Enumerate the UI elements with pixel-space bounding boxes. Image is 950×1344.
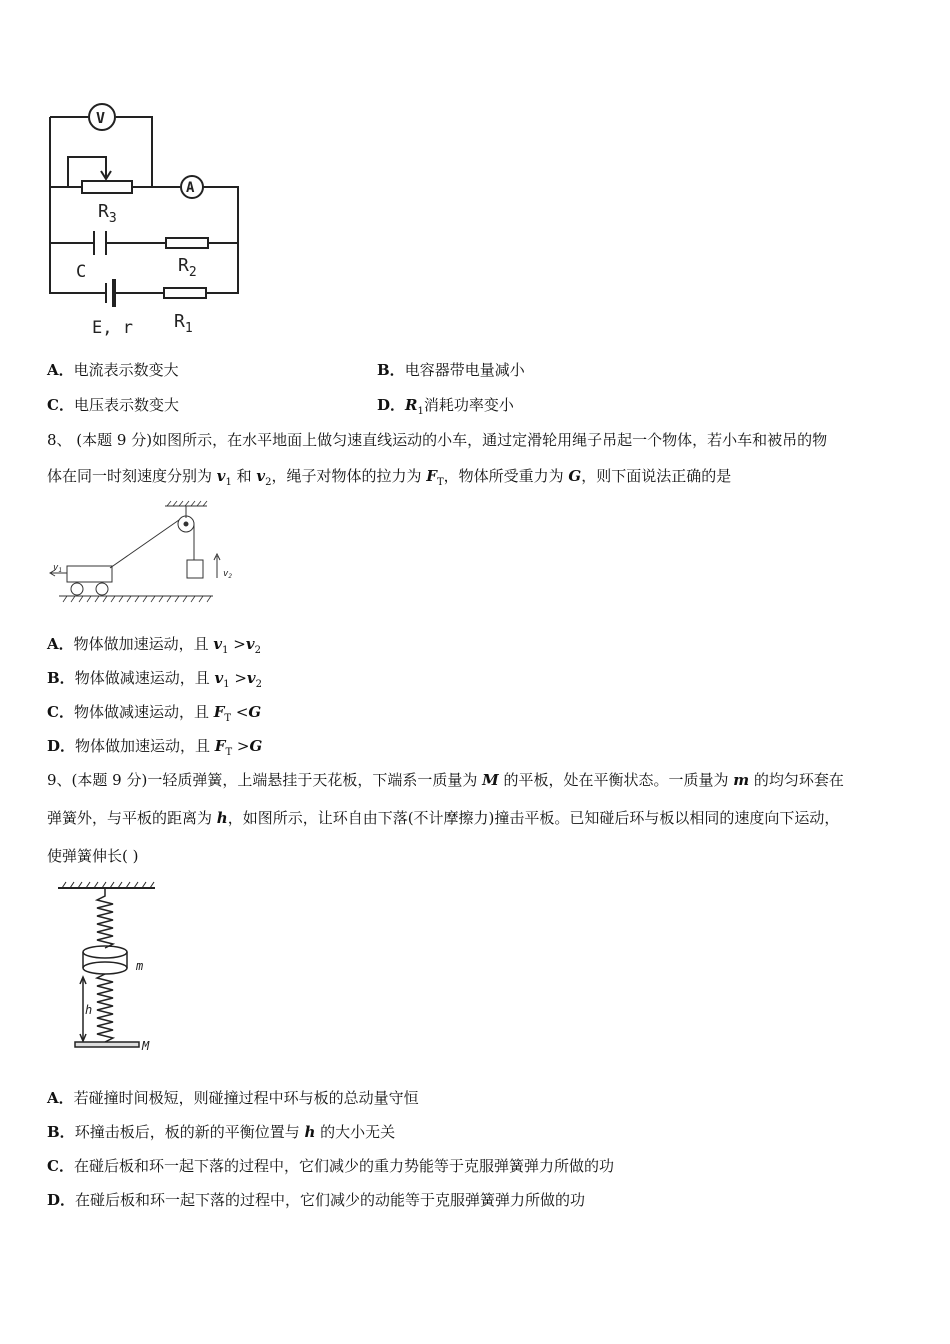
r3-resistor <box>82 181 132 193</box>
circuit-diagram <box>40 95 250 345</box>
q9-stem-line3: 使弹簧伸长( ) <box>47 847 139 865</box>
r3-label: $R_3$ <box>98 201 117 226</box>
r1-label: $R_1$ <box>174 311 193 336</box>
q8-option-a: A．物体做加速运动，且 $v_1 >v_2$ <box>47 635 261 656</box>
battery-label: E, r <box>92 318 133 338</box>
cart <box>67 566 112 582</box>
ammeter-label: A <box>186 180 195 196</box>
r2-resistor <box>166 238 208 248</box>
pulley-cart-diagram <box>45 498 245 608</box>
q8-option-d: D．物体做加速运动，且 $F_T >G$ <box>47 737 263 758</box>
r1-resistor <box>164 288 206 298</box>
q7-option-d: D．$R_1$消耗功率变小 <box>377 396 514 417</box>
q8-stem-line2: 体在同一时刻速度分别为 $v_1$ 和 $v_2$，绳子对物体的拉力为 $F_T$，物体所受重力为 G，则下面说法正确的是 <box>47 467 732 488</box>
q9-option-c: C．在碰后板和环一起下落的过程中，它们减少的重力势能等于克服弹簧弹力所做的功 <box>47 1157 614 1175</box>
ring-mass-label: m <box>136 959 144 973</box>
ring <box>83 962 127 974</box>
q7-option-c: C．电压表示数变大 <box>47 396 179 414</box>
spring-ring-diagram <box>50 878 170 1058</box>
q8-option-c: C．物体做减速运动，且 $F_T <G$ <box>47 703 262 724</box>
v2-label: $v_2$ <box>223 569 233 580</box>
plate <box>75 1042 139 1047</box>
q7-option-b: B．电容器带电量减小 <box>377 361 525 379</box>
q9-option-b: B．环撞击板后，板的新的平衡位置与 h 的大小无关 <box>47 1123 396 1141</box>
height-label: h <box>85 1003 93 1017</box>
r2-label: $R_2$ <box>178 255 197 280</box>
plate-mass-label: M <box>142 1039 150 1053</box>
q8-stem-line1: 8、 (本题 9 分)如图所示，在水平地面上做匀速直线运动的小车，通过定滑轮用绳子吊起一个物体，若小车和被吊的物 <box>47 431 828 449</box>
q9-option-d: D．在碰后板和环一起下落的过程中，它们减少的动能等于克服弹簧弹力所做的功 <box>47 1191 586 1209</box>
spring-upper <box>97 888 113 948</box>
q9-option-a: A．若碰撞时间极短，则碰撞过程中环与板的总动量守恒 <box>47 1089 419 1107</box>
capacitor-label: C <box>76 262 87 282</box>
q9-stem-line1: 9、(本题 9 分)一轻质弹簧，上端悬挂于天花板，下端系一质量为 M 的平板，处在平衡状态。一质量为 m 的均匀环套在 <box>47 771 844 789</box>
hanging-block <box>187 560 203 578</box>
q8-option-b: B．物体做减速运动，且 $v_1 >v_2$ <box>47 669 262 690</box>
q7-option-a: A．电流表示数变大 <box>47 361 179 379</box>
v1-label: $v_1$ <box>53 563 63 574</box>
voltmeter-label: V <box>96 109 106 127</box>
q9-stem-line2: 弹簧外，与平板的距离为 h，如图所示，让环自由下落(不计摩擦力)撞击平板。已知碰后环与板以相同的速度向下运动， <box>47 809 840 827</box>
spring-lower <box>97 974 113 1042</box>
